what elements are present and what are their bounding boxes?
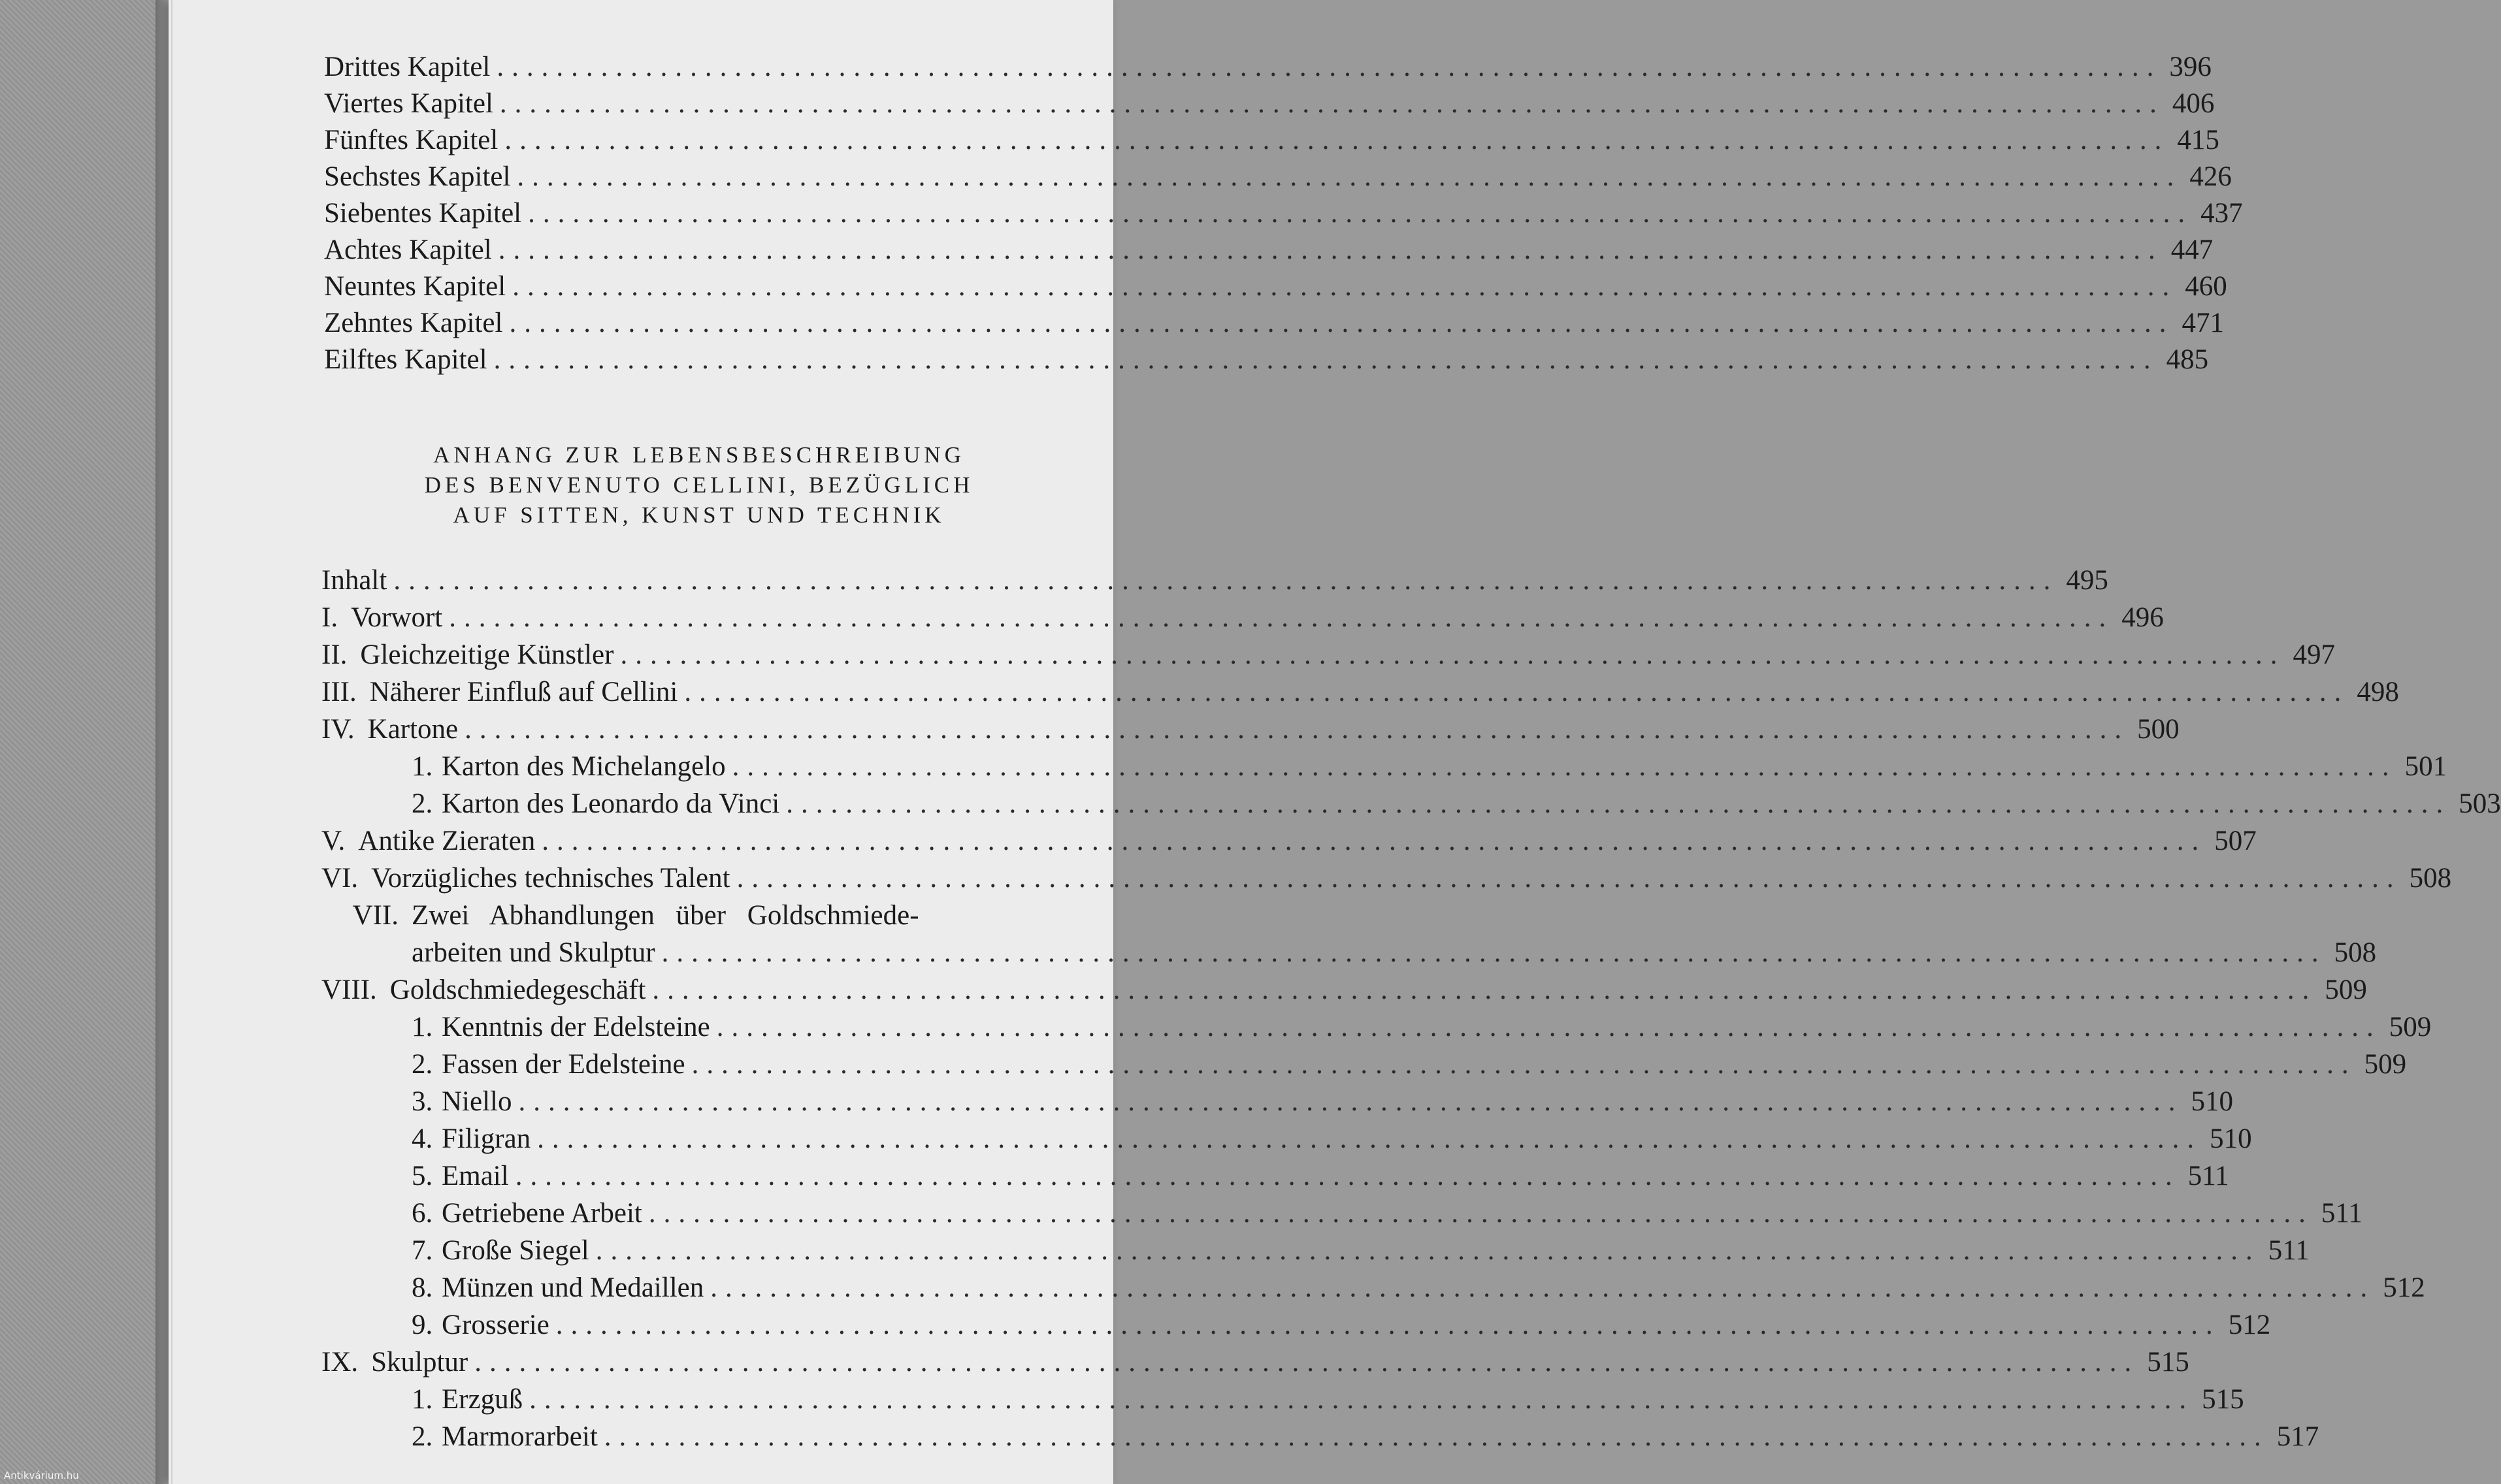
toc-entry bbox=[321, 599, 2164, 634]
toc-entry-page: 512 bbox=[2383, 1272, 2425, 1303]
dot-leader: ................................................................................................................ bbox=[604, 1421, 2269, 1452]
toc-entry-label: Zwei Abhandlungen über Goldschmiede- bbox=[412, 900, 919, 931]
dot-leader: ................................................................................................................ bbox=[736, 863, 2402, 894]
appendix-heading-line: ANHANG ZUR LEBENSBESCHREIBUNG bbox=[433, 442, 965, 468]
toc-entry-number: 8. bbox=[412, 1272, 433, 1303]
dot-leader: ................................................................................................................ bbox=[786, 788, 2451, 819]
dot-leader: ................................................................................................................ bbox=[529, 1384, 2195, 1415]
toc-entry-label: Achtes Kapitel bbox=[324, 234, 492, 265]
toc-entry-label: Münzen und Medaillen bbox=[442, 1272, 704, 1303]
dot-leader: ................................................................................................................ bbox=[595, 1235, 2261, 1266]
toc-entry-page: 496 bbox=[2121, 602, 2164, 633]
dot-leader: ................................................................................................................ bbox=[648, 1198, 2313, 1229]
toc-entry-number: 9. bbox=[412, 1310, 433, 1340]
toc-entry-label: Sechstes Kapitel bbox=[324, 161, 511, 192]
toc-entry bbox=[324, 85, 2215, 120]
toc-subentry bbox=[412, 1232, 2310, 1267]
toc-entry-page: 510 bbox=[2191, 1086, 2233, 1117]
dot-leader: ................................................................................................................ bbox=[509, 308, 2174, 338]
toc-entry bbox=[321, 860, 2452, 895]
dot-leader: ................................................................................................................ bbox=[498, 234, 2163, 265]
toc-entry-page: 508 bbox=[2334, 937, 2377, 968]
dot-leader: ................................................................................................................ bbox=[716, 1012, 2381, 1042]
dot-leader: ................................................................................................................ bbox=[652, 975, 2317, 1005]
toc-entry-label: Marmorarbeit bbox=[442, 1421, 598, 1452]
toc-subentry bbox=[412, 1046, 2407, 1081]
toc-entry-label: Viertes Kapitel bbox=[324, 88, 493, 119]
toc-entry bbox=[324, 231, 2214, 266]
toc-entry-continuation bbox=[412, 934, 2377, 969]
toc-entry-number: III. bbox=[321, 677, 357, 707]
dot-leader: ................................................................................................................ bbox=[542, 826, 2207, 856]
toc-entry-label: Goldschmiedegeschäft bbox=[389, 975, 646, 1005]
toc-entry-label: Inhalt bbox=[321, 565, 387, 596]
dot-leader: ................................................................................................................ bbox=[504, 125, 2170, 155]
toc-entry bbox=[324, 304, 2224, 340]
toc-entry-number: V. bbox=[321, 826, 346, 856]
toc-entry-page: 515 bbox=[2147, 1347, 2189, 1378]
toc-entry-page: 471 bbox=[2182, 308, 2224, 338]
toc-entry-label: Antike Zieraten bbox=[358, 826, 536, 856]
toc-entry bbox=[321, 636, 2335, 671]
toc-entry-page: 437 bbox=[2200, 198, 2243, 229]
toc-entry-number: 1. bbox=[412, 1384, 433, 1415]
toc-entry-number: I. bbox=[321, 602, 338, 633]
toc-entry-label: Getriebene Arbeit bbox=[442, 1198, 642, 1229]
background-surface bbox=[0, 0, 163, 1484]
dot-leader: ................................................................................................................ bbox=[515, 1161, 2180, 1191]
toc-subentry bbox=[412, 1306, 2271, 1342]
toc-entry-number: IV. bbox=[321, 714, 355, 745]
toc-entry bbox=[321, 822, 2257, 858]
toc-subentry bbox=[412, 1269, 2425, 1304]
toc-entry-label: Kartone bbox=[367, 714, 459, 745]
toc-entry-page: 511 bbox=[2321, 1198, 2362, 1229]
toc-entry bbox=[324, 268, 2227, 303]
toc-entry-number: 5. bbox=[412, 1161, 433, 1191]
toc-entry-page: 497 bbox=[2293, 639, 2335, 670]
toc-entry-page: 485 bbox=[2166, 344, 2209, 375]
toc-entry bbox=[321, 711, 2180, 746]
dot-leader: ................................................................................................................ bbox=[493, 344, 2159, 375]
toc-subentry bbox=[412, 785, 2501, 820]
toc-subentry bbox=[412, 1120, 2252, 1155]
toc-entry-number: 3. bbox=[412, 1086, 433, 1117]
toc-entry bbox=[321, 1344, 2189, 1379]
toc-entry bbox=[324, 48, 2212, 84]
dot-leader: ................................................................................................................ bbox=[661, 937, 2327, 968]
toc-entry-page: 498 bbox=[2357, 677, 2399, 707]
toc-entry bbox=[324, 121, 2219, 157]
toc-entry-page: 509 bbox=[2389, 1012, 2432, 1042]
toc-entry-page: 426 bbox=[2189, 161, 2232, 192]
toc-entry-label: Fassen der Edelsteine bbox=[442, 1049, 685, 1080]
dot-leader: ................................................................................................................ bbox=[555, 1310, 2221, 1340]
toc-entry-label: Kenntnis der Edelsteine bbox=[442, 1012, 710, 1042]
toc-entry-page: 512 bbox=[2228, 1310, 2271, 1340]
toc-subentry bbox=[412, 1008, 2432, 1044]
appendix-heading-line: DES BENVENUTO CELLINI, BEZÜGLICH bbox=[424, 472, 974, 498]
toc-entry-number: 2. bbox=[412, 1049, 433, 1080]
toc-entry-label: Vorwort bbox=[351, 602, 443, 633]
toc-entry-page: 500 bbox=[2137, 714, 2180, 745]
toc-entry-page: 511 bbox=[2187, 1161, 2229, 1191]
dot-leader: ................................................................................................................ bbox=[684, 677, 2349, 707]
toc-entry-page: 396 bbox=[2169, 52, 2212, 82]
toc-entry bbox=[324, 195, 2243, 230]
dot-leader: ................................................................................................................ bbox=[528, 198, 2193, 229]
toc-entry-number: 1. bbox=[412, 1012, 433, 1042]
toc-subentry bbox=[412, 1083, 2233, 1118]
toc-entry-label: Siebentes Kapitel bbox=[324, 198, 522, 229]
dot-leader: ................................................................................................................ bbox=[474, 1347, 2140, 1378]
toc-subentry bbox=[412, 1418, 2319, 1453]
toc-entry-page: 509 bbox=[2364, 1049, 2407, 1080]
toc-entry-label: Eilftes Kapitel bbox=[324, 344, 487, 375]
toc-entry-page: 447 bbox=[2170, 234, 2214, 265]
dot-leader: ................................................................................................................ bbox=[512, 271, 2178, 302]
toc-entry-label: Karton des Leonardo da Vinci bbox=[442, 788, 780, 819]
toc-entry-page: 460 bbox=[2185, 271, 2227, 302]
toc-subentry bbox=[412, 1195, 2362, 1230]
toc-entry-page: 510 bbox=[2210, 1123, 2252, 1154]
toc-entry-number: IX. bbox=[321, 1347, 359, 1378]
dot-leader: ................................................................................................................ bbox=[517, 161, 2182, 192]
toc-subentry bbox=[412, 1381, 2244, 1416]
toc-entry-number: 2. bbox=[412, 788, 433, 819]
dot-leader: ................................................................................................................ bbox=[732, 751, 2397, 782]
dot-leader: ................................................................................................................ bbox=[620, 639, 2285, 670]
dot-leader: ................................................................................................................ bbox=[499, 88, 2165, 119]
toc-entry-label: Grosserie bbox=[442, 1310, 549, 1340]
page-edge bbox=[171, 0, 172, 1484]
toc-entry-label: Erzguß bbox=[442, 1384, 523, 1415]
toc-subentry bbox=[412, 1157, 2229, 1193]
toc-entry-label: Niello bbox=[442, 1086, 512, 1117]
toc-entry-label: Skulptur bbox=[371, 1347, 468, 1378]
appendix-heading-line: AUF SITTEN, KUNST UND TECHNIK bbox=[453, 502, 945, 528]
dot-leader: ................................................................................................................ bbox=[691, 1049, 2357, 1080]
toc-entry-label: Fünftes Kapitel bbox=[324, 125, 499, 155]
dot-leader: ................................................................................................................ bbox=[449, 602, 2114, 633]
toc-entry bbox=[321, 673, 2399, 709]
toc-entry-label: Zehntes Kapitel bbox=[324, 308, 503, 338]
toc-entry bbox=[321, 971, 2367, 1007]
dot-leader: ................................................................................................................ bbox=[393, 565, 2059, 596]
dot-leader: ................................................................................................................ bbox=[465, 714, 2130, 745]
toc-entry-number: 1. bbox=[412, 751, 433, 782]
toc-entry-page: 517 bbox=[2276, 1421, 2319, 1452]
toc-entry-page: 406 bbox=[2172, 88, 2215, 119]
toc-entry-page: 515 bbox=[2202, 1384, 2244, 1415]
toc-subentry bbox=[412, 748, 2447, 783]
toc-entry-label: Vorzügliches technisches Talent bbox=[371, 863, 730, 894]
toc-entry-number: 6. bbox=[412, 1198, 433, 1229]
toc-entry-page: 511 bbox=[2268, 1235, 2310, 1266]
toc-entry-page: 501 bbox=[2404, 751, 2447, 782]
toc-entry-label: Filigran bbox=[442, 1123, 531, 1154]
toc-entry-number: 7. bbox=[412, 1235, 433, 1266]
dot-leader: ................................................................................................................ bbox=[497, 52, 2162, 82]
watermark-text: Antikvárium.hu bbox=[4, 1470, 79, 1481]
toc-entry-label: Neuntes Kapitel bbox=[324, 271, 506, 302]
toc-entry-page: 495 bbox=[2066, 565, 2108, 596]
toc-entry bbox=[321, 562, 2108, 597]
toc-entry-label: arbeiten und Skulptur bbox=[412, 937, 655, 968]
toc-entry-number: 2. bbox=[412, 1421, 433, 1452]
toc-entry-page: 503 bbox=[2459, 788, 2501, 819]
toc-entry-page: 415 bbox=[2177, 125, 2219, 155]
toc-entry-label: Gleichzeitige Künstler bbox=[360, 639, 614, 670]
toc-entry-number: VIII. bbox=[321, 975, 377, 1005]
dot-leader: ................................................................................................................ bbox=[518, 1086, 2183, 1117]
toc-entry bbox=[324, 158, 2232, 193]
toc-entry-number: II. bbox=[321, 639, 348, 670]
toc-entry-page: 507 bbox=[2214, 826, 2257, 856]
toc-entry-page: 508 bbox=[2409, 863, 2452, 894]
toc-entry bbox=[324, 341, 2209, 376]
toc-entry-label: Email bbox=[442, 1161, 509, 1191]
toc-entry-number: 4. bbox=[412, 1123, 433, 1154]
toc-entry-label: Näherer Einfluß auf Cellini bbox=[369, 677, 678, 707]
dot-leader: ................................................................................................................ bbox=[537, 1123, 2202, 1154]
toc-entry-number: VI. bbox=[321, 863, 359, 894]
toc-entry bbox=[321, 897, 1065, 932]
toc-entry-label: Karton des Michelangelo bbox=[442, 751, 726, 782]
dot-leader: ................................................................................................................ bbox=[710, 1272, 2376, 1303]
toc-entry-number: VII. bbox=[352, 900, 399, 931]
toc-entry-page: 509 bbox=[2325, 975, 2367, 1005]
toc-entry-label: Große Siegel bbox=[442, 1235, 589, 1266]
toc-entry-label: Drittes Kapitel bbox=[324, 52, 491, 82]
